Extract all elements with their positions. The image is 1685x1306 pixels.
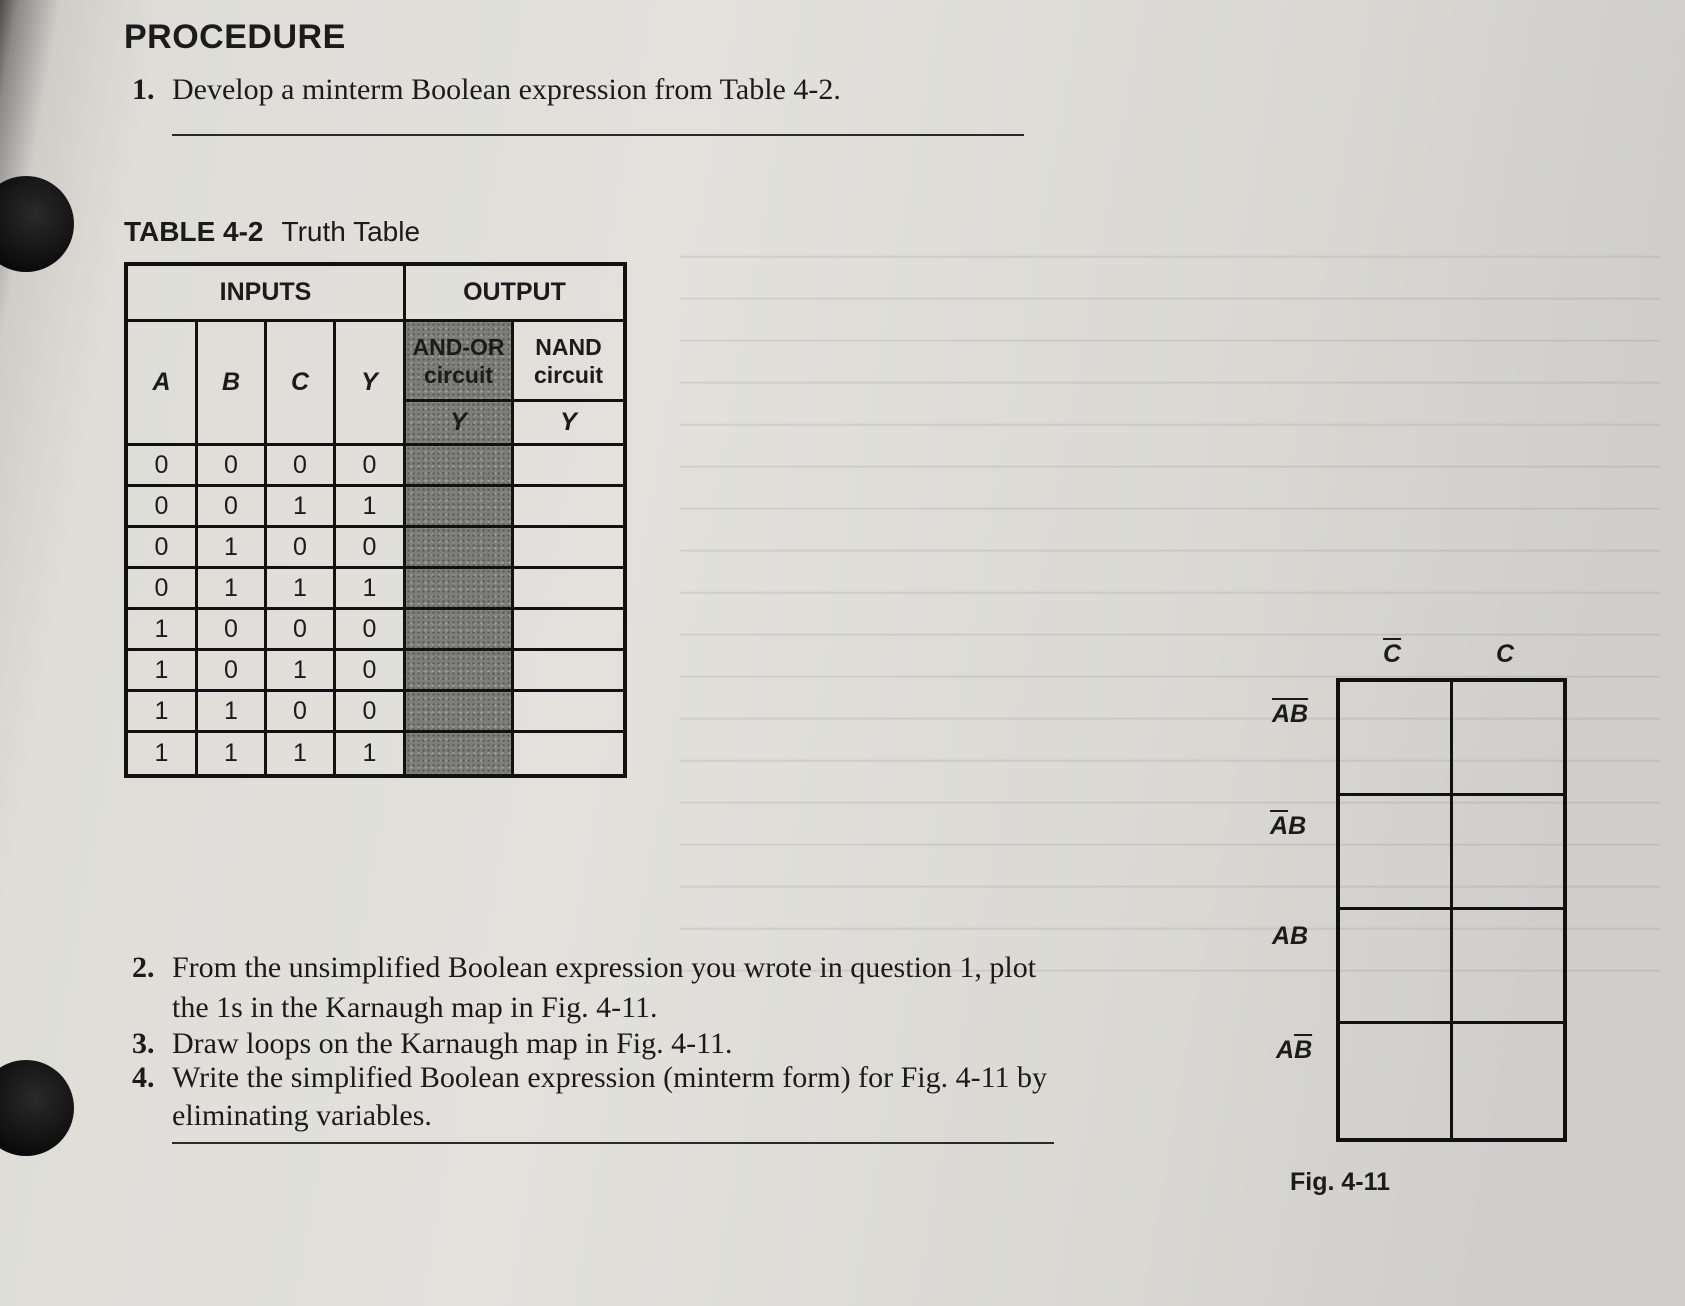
table-cell: 1 bbox=[198, 733, 267, 774]
nand-answer-cell[interactable] bbox=[514, 733, 623, 774]
table-cell: 0 bbox=[336, 610, 406, 651]
kmap-cell[interactable] bbox=[1453, 682, 1563, 796]
table-cell: 1 bbox=[128, 692, 198, 733]
table-cell: 1 bbox=[267, 733, 336, 774]
nand-answer-cell[interactable] bbox=[514, 487, 623, 528]
binder-hole-bottom bbox=[0, 1060, 74, 1156]
col-header-c: C bbox=[267, 322, 336, 446]
table-cell: 0 bbox=[336, 446, 406, 487]
col-header-b: B bbox=[198, 322, 267, 446]
table-cell: 0 bbox=[128, 487, 198, 528]
kmap-cell[interactable] bbox=[1453, 796, 1563, 910]
question-1: 1. Develop a minterm Boolean expression from Table 4-2. bbox=[132, 73, 841, 106]
table-cell: 0 bbox=[336, 528, 406, 569]
kmap-row-label-a-bbar: $A\overline{B}$ bbox=[1276, 1036, 1313, 1064]
table-caption: TABLE 4-2 Truth Table bbox=[124, 216, 421, 247]
table-cell: 1 bbox=[336, 569, 406, 610]
nand-answer-cell[interactable] bbox=[514, 446, 623, 487]
and-or-answer-cell[interactable] bbox=[406, 569, 514, 610]
question-2: 2. From the unsimplified Boolean expression you wrote in question 1, plot bbox=[132, 951, 1037, 984]
table-cell: 0 bbox=[128, 446, 198, 487]
kmap-cell[interactable] bbox=[1340, 796, 1453, 910]
and-or-answer-cell[interactable] bbox=[406, 651, 514, 692]
table-cell: 0 bbox=[198, 446, 267, 487]
table-cell: 0 bbox=[267, 528, 336, 569]
nand-answer-cell[interactable] bbox=[514, 651, 623, 692]
and-or-answer-cell[interactable] bbox=[406, 446, 514, 487]
karnaugh-map bbox=[1336, 678, 1567, 1142]
question-4: 4. Write the simplified Boolean expression (minterm form) for Fig. 4-11 by bbox=[132, 1061, 1047, 1094]
col-header-y: Y bbox=[336, 322, 406, 446]
table-cell: 0 bbox=[336, 651, 406, 692]
table-cell: 0 bbox=[128, 528, 198, 569]
question-4-line-2: eliminating variables. bbox=[172, 1099, 432, 1132]
and-or-answer-cell[interactable] bbox=[406, 610, 514, 651]
table-cell: 0 bbox=[336, 692, 406, 733]
table-cell: 1 bbox=[267, 569, 336, 610]
nand-answer-cell[interactable] bbox=[514, 528, 623, 569]
kmap-cell[interactable] bbox=[1453, 910, 1563, 1024]
and-or-answer-cell[interactable] bbox=[406, 528, 514, 569]
kmap-cell[interactable] bbox=[1453, 1024, 1563, 1138]
kmap-row-label-a-b: AB bbox=[1272, 922, 1309, 950]
kmap-row-label-abar-b: $\overline{A}B$ bbox=[1270, 812, 1307, 840]
table-cell: 1 bbox=[336, 487, 406, 528]
table-cell: 1 bbox=[128, 733, 198, 774]
and-or-answer-cell[interactable] bbox=[406, 487, 514, 528]
table-cell: 1 bbox=[267, 651, 336, 692]
table-cell: 1 bbox=[336, 733, 406, 774]
binder-hole-top bbox=[0, 176, 74, 272]
kmap-cell[interactable] bbox=[1340, 1024, 1453, 1138]
answer-line-4[interactable] bbox=[172, 1142, 1054, 1144]
kmap-row-label-abar-bbar: $\overline{AB}$ bbox=[1272, 700, 1309, 728]
nand-answer-cell[interactable] bbox=[514, 610, 623, 651]
nand-answer-cell[interactable] bbox=[514, 692, 623, 733]
kmap-col-label-c: C bbox=[1496, 640, 1515, 668]
and-or-y-header: Y bbox=[406, 402, 514, 446]
table-cell: 0 bbox=[128, 569, 198, 610]
question-2-line-2: the 1s in the Karnaugh map in Fig. 4-11. bbox=[172, 991, 658, 1024]
nand-answer-cell[interactable] bbox=[514, 569, 623, 610]
table-cell: 0 bbox=[198, 651, 267, 692]
inputs-header: INPUTS bbox=[128, 266, 406, 322]
table-cell: 0 bbox=[198, 487, 267, 528]
table-cell: 1 bbox=[128, 610, 198, 651]
figure-caption: Fig. 4-11 bbox=[1290, 1168, 1391, 1196]
table-cell: 0 bbox=[198, 610, 267, 651]
kmap-cell[interactable] bbox=[1340, 910, 1453, 1024]
kmap-cell[interactable] bbox=[1340, 682, 1453, 796]
question-3: 3. Draw loops on the Karnaugh map in Fig. 4-11. bbox=[132, 1027, 733, 1060]
and-or-answer-cell[interactable] bbox=[406, 692, 514, 733]
nand-y-header: Y bbox=[514, 402, 623, 446]
and-or-answer-cell[interactable] bbox=[406, 733, 514, 774]
output-header: OUTPUT bbox=[406, 266, 623, 322]
table-cell: 1 bbox=[267, 487, 336, 528]
kmap-col-label-cbar: $\overline{C}$ bbox=[1383, 640, 1402, 668]
table-cell: 1 bbox=[128, 651, 198, 692]
table-cell: 0 bbox=[267, 692, 336, 733]
table-cell: 0 bbox=[267, 446, 336, 487]
truth-table bbox=[124, 262, 627, 778]
section-heading: PROCEDURE bbox=[124, 18, 346, 56]
table-cell: 1 bbox=[198, 528, 267, 569]
nand-header: NAND circuit bbox=[514, 322, 623, 402]
table-cell: 1 bbox=[198, 569, 267, 610]
table-cell: 0 bbox=[267, 610, 336, 651]
col-header-a: A bbox=[128, 322, 198, 446]
and-or-header: AND-OR circuit bbox=[406, 322, 514, 402]
table-cell: 1 bbox=[198, 692, 267, 733]
answer-line-1[interactable] bbox=[172, 134, 1024, 136]
